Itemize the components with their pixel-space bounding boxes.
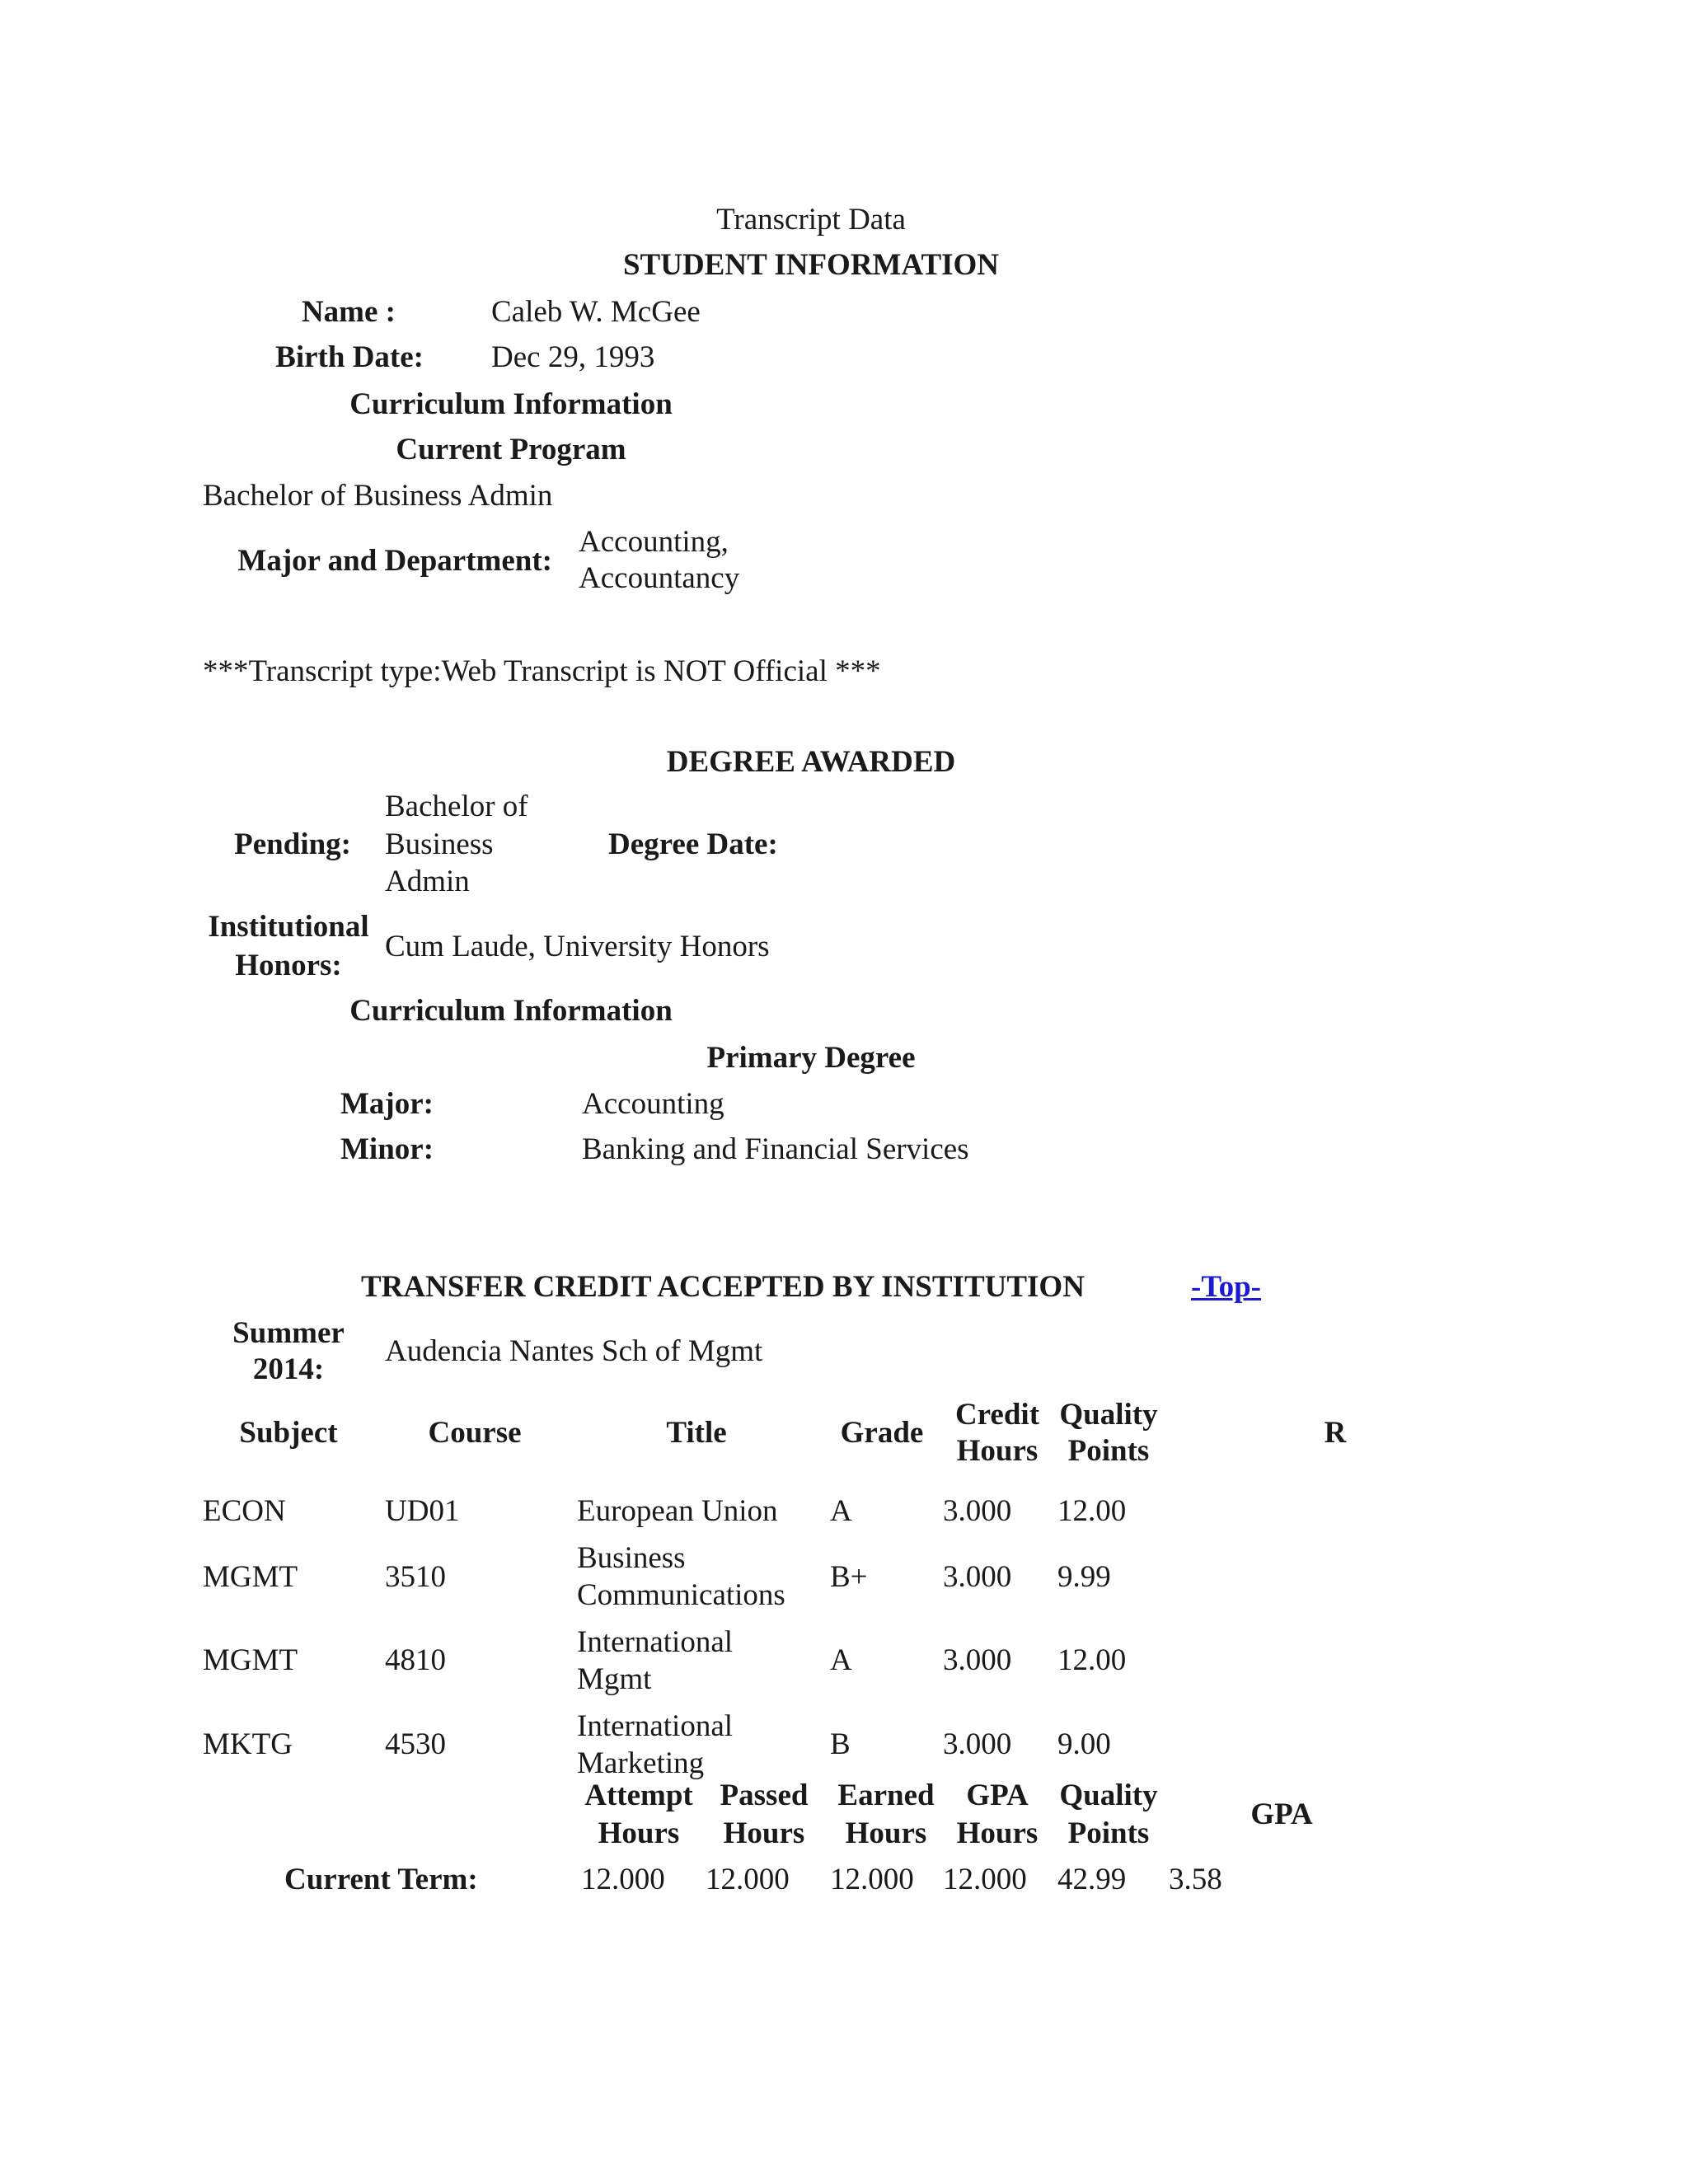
top-link[interactable]: -Top- bbox=[1191, 1270, 1262, 1304]
col-gpa: GPA bbox=[1250, 1797, 1313, 1831]
curriculum-information-heading: Curriculum Information bbox=[349, 387, 673, 421]
pending-degree-line1: Bachelor of bbox=[385, 790, 528, 823]
row1-grade: A bbox=[830, 1494, 852, 1528]
col-passed-hours-line1: Passed bbox=[720, 1779, 809, 1812]
row3-subject: MGMT bbox=[203, 1643, 298, 1677]
current-term-label: Current Term: bbox=[284, 1863, 478, 1896]
pending-degree-line3: Admin bbox=[385, 865, 470, 898]
col-grade: Grade bbox=[840, 1416, 924, 1450]
major-department-label: Major and Department: bbox=[237, 544, 552, 578]
col-credit-hours-line2: Hours bbox=[956, 1434, 1039, 1468]
current-program-heading: Current Program bbox=[396, 433, 626, 466]
col-totals-quality-line2: Points bbox=[1067, 1816, 1150, 1850]
degree-curriculum-information-heading: Curriculum Information bbox=[349, 994, 673, 1028]
birth-date-value: Dec 29, 1993 bbox=[491, 340, 655, 374]
row3-credit: 3.000 bbox=[943, 1643, 1012, 1677]
row4-course: 4530 bbox=[385, 1727, 446, 1761]
row4-credit: 3.000 bbox=[943, 1727, 1012, 1761]
row2-grade: B+ bbox=[830, 1560, 868, 1594]
row3-grade: A bbox=[830, 1643, 852, 1677]
col-earned-hours-line1: Earned bbox=[837, 1779, 935, 1812]
minor-value: Banking and Financial Services bbox=[582, 1132, 969, 1166]
current-term-gpa: 3.58 bbox=[1169, 1863, 1222, 1896]
page-title: Transcript Data bbox=[716, 203, 906, 237]
col-quality-points-line1: Quality bbox=[1059, 1398, 1158, 1432]
row4-title-line1: International bbox=[577, 1709, 734, 1743]
student-information-heading: STUDENT INFORMATION bbox=[622, 248, 1000, 282]
name-label: Name : bbox=[301, 295, 396, 329]
col-credit-hours-line1: Credit bbox=[954, 1398, 1040, 1432]
transfer-term-label-line2: 2014: bbox=[252, 1352, 325, 1386]
row4-quality: 9.00 bbox=[1057, 1727, 1111, 1761]
col-earned-hours-line2: Hours bbox=[845, 1816, 927, 1850]
institutional-honors-label-line2: Honors: bbox=[235, 949, 342, 982]
col-totals-quality-line1: Quality bbox=[1059, 1779, 1158, 1812]
major-value: Accounting bbox=[582, 1087, 724, 1121]
row1-title: European Union bbox=[577, 1494, 778, 1528]
row1-quality: 12.00 bbox=[1057, 1494, 1127, 1528]
row1-credit: 3.000 bbox=[943, 1494, 1012, 1528]
col-gpa-hours-line2: Hours bbox=[956, 1816, 1039, 1850]
row4-title-line2: Marketing bbox=[577, 1746, 705, 1780]
col-r: R bbox=[1324, 1416, 1347, 1450]
col-quality-points-line2: Points bbox=[1067, 1434, 1150, 1468]
degree-date-label: Degree Date: bbox=[608, 827, 778, 861]
row4-subject: MKTG bbox=[203, 1727, 293, 1761]
current-term-quality: 42.99 bbox=[1057, 1863, 1127, 1896]
row3-title-line2: Mgmt bbox=[577, 1662, 652, 1696]
col-title: Title bbox=[666, 1416, 727, 1450]
minor-label: Minor: bbox=[340, 1132, 434, 1166]
institutional-honors-value: Cum Laude, University Honors bbox=[385, 930, 770, 963]
row1-subject: ECON bbox=[203, 1494, 286, 1528]
transfer-institution: Audencia Nantes Sch of Mgmt bbox=[385, 1334, 763, 1368]
current-term-attempt: 12.000 bbox=[581, 1863, 665, 1896]
col-passed-hours-line2: Hours bbox=[723, 1816, 805, 1850]
current-program-value: Bachelor of Business Admin bbox=[203, 479, 553, 513]
row2-title-line1: Business bbox=[577, 1541, 686, 1575]
row2-subject: MGMT bbox=[203, 1560, 298, 1594]
major-department-line2: Accountancy bbox=[579, 561, 740, 595]
current-term-gpa-hours: 12.000 bbox=[943, 1863, 1027, 1896]
degree-awarded-heading: DEGREE AWARDED bbox=[666, 745, 956, 779]
current-term-passed: 12.000 bbox=[706, 1863, 790, 1896]
major-department-line1: Accounting, bbox=[579, 525, 729, 559]
col-attempt-hours-line2: Hours bbox=[598, 1816, 680, 1850]
row4-grade: B bbox=[830, 1727, 851, 1761]
student-name: Caleb W. McGee bbox=[491, 295, 701, 329]
row1-course: UD01 bbox=[385, 1494, 460, 1528]
row3-title-line1: International bbox=[577, 1625, 734, 1659]
transfer-term-label-line1: Summer bbox=[232, 1316, 345, 1350]
row2-course: 3510 bbox=[385, 1560, 446, 1594]
institutional-honors-label-line1: Institutional bbox=[208, 910, 369, 944]
pending-label: Pending: bbox=[234, 827, 351, 861]
birth-date-label: Birth Date: bbox=[275, 340, 424, 374]
col-attempt-hours-line1: Attempt bbox=[584, 1779, 693, 1812]
current-term-earned: 12.000 bbox=[830, 1863, 914, 1896]
transcript-type-notice: ***Transcript type:Web Transcript is NOT Official *** bbox=[203, 654, 881, 688]
row3-quality: 12.00 bbox=[1057, 1643, 1127, 1677]
col-subject: Subject bbox=[239, 1416, 338, 1450]
major-label: Major: bbox=[340, 1087, 434, 1121]
transfer-credit-heading: TRANSFER CREDIT ACCEPTED BY INSTITUTION bbox=[361, 1270, 1085, 1304]
row2-title-line2: Communications bbox=[577, 1578, 785, 1612]
col-course: Course bbox=[428, 1416, 522, 1450]
row2-credit: 3.000 bbox=[943, 1560, 1012, 1594]
row2-quality: 9.99 bbox=[1057, 1560, 1111, 1594]
primary-degree-heading: Primary Degree bbox=[706, 1041, 916, 1075]
row3-course: 4810 bbox=[385, 1643, 446, 1677]
pending-degree-line2: Business bbox=[385, 827, 494, 861]
col-gpa-hours-line1: GPA bbox=[966, 1779, 1029, 1812]
